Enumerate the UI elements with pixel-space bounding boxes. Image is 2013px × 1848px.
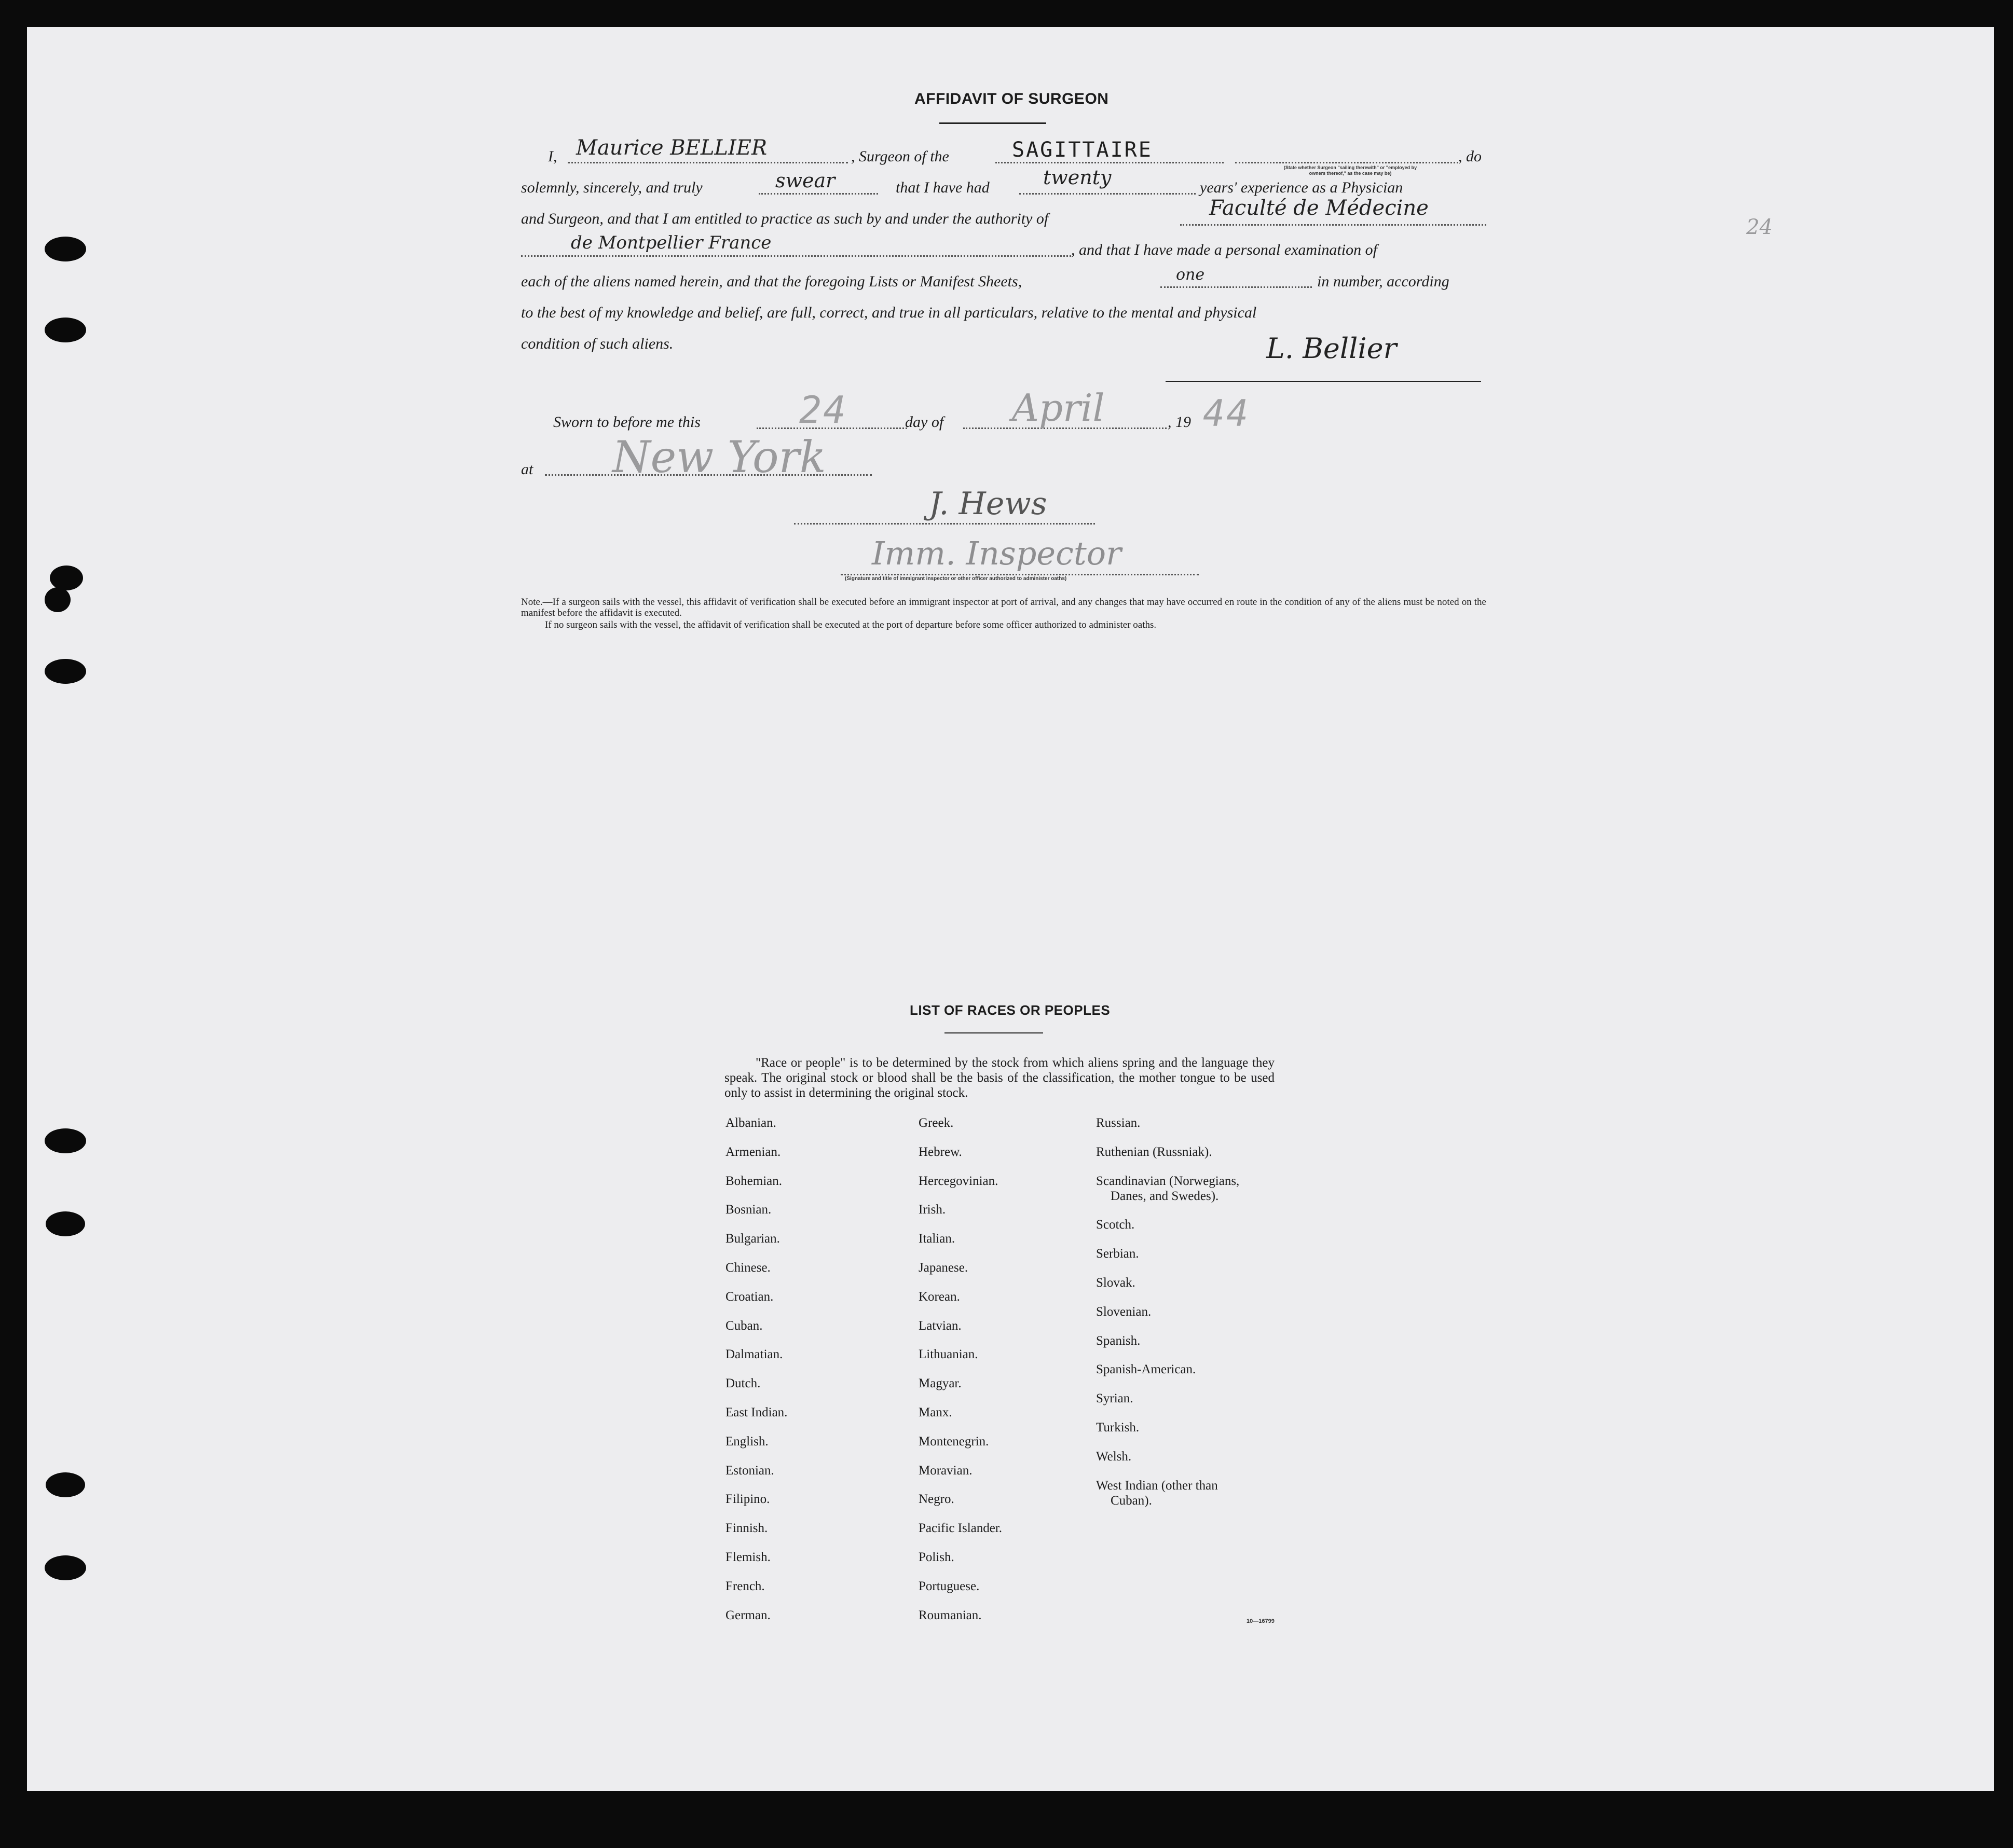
race-item: Scotch. (1096, 1218, 1135, 1232)
race-item: Japanese. (919, 1261, 968, 1275)
race-item: Estonian. (725, 1464, 774, 1478)
race-item: Pacific Islander. (919, 1521, 1003, 1535)
race-item: English. (725, 1435, 769, 1449)
race-item: Cuban. (725, 1319, 763, 1333)
race-item: Polish. (919, 1550, 954, 1564)
inspector-signature-caption: (Signature and title of immigrant inspector or other officer authorized to administer oaths) (845, 576, 1067, 582)
vessel-field-note (1236, 165, 1464, 176)
fill-line (794, 523, 1095, 525)
punch-hole (45, 1128, 86, 1153)
affidavit-text: , do (1458, 148, 1482, 165)
affidavit-note (521, 597, 1486, 618)
vessel-name: SAGITTAIRE (1012, 138, 1153, 162)
races-title: LIST OF RACES OR PEOPLES (910, 1002, 1111, 1018)
sworn-year: 44 (1203, 392, 1250, 435)
race-item: Slovenian. (1096, 1305, 1152, 1319)
surgeon-signature: L. Bellier (1266, 332, 1397, 365)
punch-hole (45, 1555, 86, 1580)
vessel-field-note-1: (State whether Surgeon "sailing therewith" or "employed by (1283, 165, 1417, 170)
affidavit-text: to the best of my knowledge and belief, are full, correct, and true in all particulars, relative to the mental and physical (521, 304, 1257, 321)
document-page (27, 27, 1994, 1791)
race-item: Latvian. (919, 1319, 962, 1333)
punch-hole (50, 566, 83, 590)
inspector-title: Imm. Inspector (872, 534, 1121, 572)
race-item: Flemish. (725, 1550, 771, 1564)
signature-rule (1166, 381, 1481, 382)
affidavit-title: AFFIDAVIT OF SURGEON (914, 90, 1109, 107)
fill-line (1180, 224, 1486, 226)
race-item: Slovak. (1096, 1276, 1135, 1290)
affidavit-text: in number, according (1317, 273, 1449, 290)
race-item: Roumanian. (919, 1608, 982, 1622)
race-item: Albanian. (725, 1116, 776, 1130)
races-intro: "Race or people" is to be determined by the stock from which aliens spring and the language they speak. The original stock or blood shall be the basis of the classification, the mother tongue to be used only to assist in determining the original stock. (724, 1056, 1275, 1100)
race-item: Bohemian. (725, 1174, 783, 1188)
fill-line (1160, 286, 1312, 288)
race-item: West Indian (other than (1096, 1479, 1218, 1493)
race-item: Korean. (919, 1290, 960, 1304)
inspector-signature: J. Hews (929, 486, 1047, 522)
punch-hole (45, 237, 86, 261)
race-item: Turkish. (1096, 1421, 1140, 1435)
races-title-rule (944, 1032, 1043, 1033)
sworn-text: day of (905, 413, 944, 431)
race-item: Magyar. (919, 1376, 962, 1390)
race-item: Chinese. (725, 1261, 771, 1275)
sworn-day: 24 (799, 388, 847, 432)
page-number: 24 (1746, 215, 1773, 239)
race-item: Hercegovinian. (919, 1174, 998, 1188)
affidavit-text: condition of such aliens. (521, 335, 674, 352)
fill-line (568, 162, 848, 163)
race-item: Greek. (919, 1116, 954, 1130)
race-item: Armenian. (725, 1145, 781, 1159)
fill-line (841, 574, 1199, 575)
note-paragraph-1: Note.—If a surgeon sails with the vessel, this affidavit of verification shall be executed before an immigrant inspector at port of arrival, and any changes that may have occurred en route in the condition of any of the aliens must be noted on the manifest before the affidavit is executed. (521, 597, 1486, 618)
punch-hole (45, 587, 71, 612)
punch-hole (45, 659, 86, 684)
race-item: Bulgarian. (725, 1232, 780, 1246)
sworn-month: April (1012, 386, 1105, 430)
sworn-place: New York (612, 432, 826, 482)
sworn-text: Sworn to before me this (553, 413, 701, 431)
sworn-text: , 19 (1168, 413, 1191, 431)
affidavit-text: , Surgeon of the (851, 148, 949, 165)
fill-line (759, 193, 878, 195)
fill-line (521, 255, 1071, 257)
sworn-text: at (521, 461, 533, 478)
race-item: Dutch. (725, 1376, 761, 1390)
race-item: Serbian. (1096, 1247, 1139, 1261)
affidavit-text: solemnly, sincerely, and truly (521, 179, 703, 196)
race-item: Montenegrin. (919, 1435, 989, 1449)
race-item: Italian. (919, 1232, 955, 1246)
race-item: Danes, and Swedes). (1111, 1189, 1219, 1203)
affidavit-note-2: If no surgeon sails with the vessel, the affidavit of verification shall be executed at the port of departure before some officer authorized to administer oaths. (545, 619, 1157, 630)
race-item: German. (725, 1608, 771, 1622)
affidavit-text: years' experience as a Physician (1200, 179, 1403, 196)
race-item: Manx. (919, 1405, 952, 1419)
race-item: Welsh. (1096, 1450, 1132, 1464)
manifest-sheet-count: one (1176, 266, 1205, 284)
title-rule (939, 122, 1046, 124)
race-item: Russian. (1096, 1116, 1141, 1130)
medical-authority: Faculté de Médecine (1209, 196, 1429, 220)
punch-hole (46, 1472, 85, 1497)
vessel-field-note-2: owners thereof," as the case may be) (1309, 171, 1392, 176)
affidavit-text: , and that I have made a personal examination of (1071, 241, 1377, 258)
fill-line (995, 162, 1224, 163)
affidavit-text: I, (548, 148, 557, 165)
race-item: East Indian. (725, 1405, 788, 1419)
race-item: Dalmatian. (725, 1347, 783, 1361)
race-item: Croatian. (725, 1290, 774, 1304)
race-item: Moravian. (919, 1464, 973, 1478)
punch-hole (46, 1211, 85, 1236)
race-item: Hebrew. (919, 1145, 962, 1159)
fill-line (1019, 193, 1196, 195)
oath-word: swear (775, 169, 836, 192)
race-item: Irish. (919, 1203, 946, 1217)
race-item: Bosnian. (725, 1203, 772, 1217)
race-item: Lithuanian. (919, 1347, 978, 1361)
race-item: Negro. (919, 1492, 954, 1506)
medical-authority-location: de Montpellier France (571, 232, 772, 253)
race-item: Syrian. (1096, 1391, 1133, 1405)
race-item: Scandinavian (Norwegians, (1096, 1174, 1240, 1188)
affidavit-text: and Surgeon, and that I am entitled to practice as such by and under the authority of (521, 210, 1049, 227)
form-number: 10—16799 (1247, 1618, 1275, 1624)
race-item: Filipino. (725, 1492, 770, 1506)
race-item: Ruthenian (Russniak). (1096, 1145, 1212, 1159)
affidavit-text: that I have had (896, 179, 990, 196)
race-item: Spanish-American. (1096, 1362, 1196, 1376)
race-item: Finnish. (725, 1521, 768, 1535)
race-item: Portuguese. (919, 1579, 980, 1593)
race-item: French. (725, 1579, 765, 1593)
surgeon-name: Maurice BELLIER (576, 136, 768, 160)
affidavit-text: each of the aliens named herein, and that the foregoing Lists or Manifest Sheets, (521, 273, 1022, 290)
race-item: Cuban). (1111, 1494, 1152, 1508)
punch-hole (45, 318, 86, 342)
fill-line (1235, 162, 1458, 163)
race-item: Spanish. (1096, 1334, 1141, 1348)
years-experience: twenty (1043, 166, 1112, 189)
